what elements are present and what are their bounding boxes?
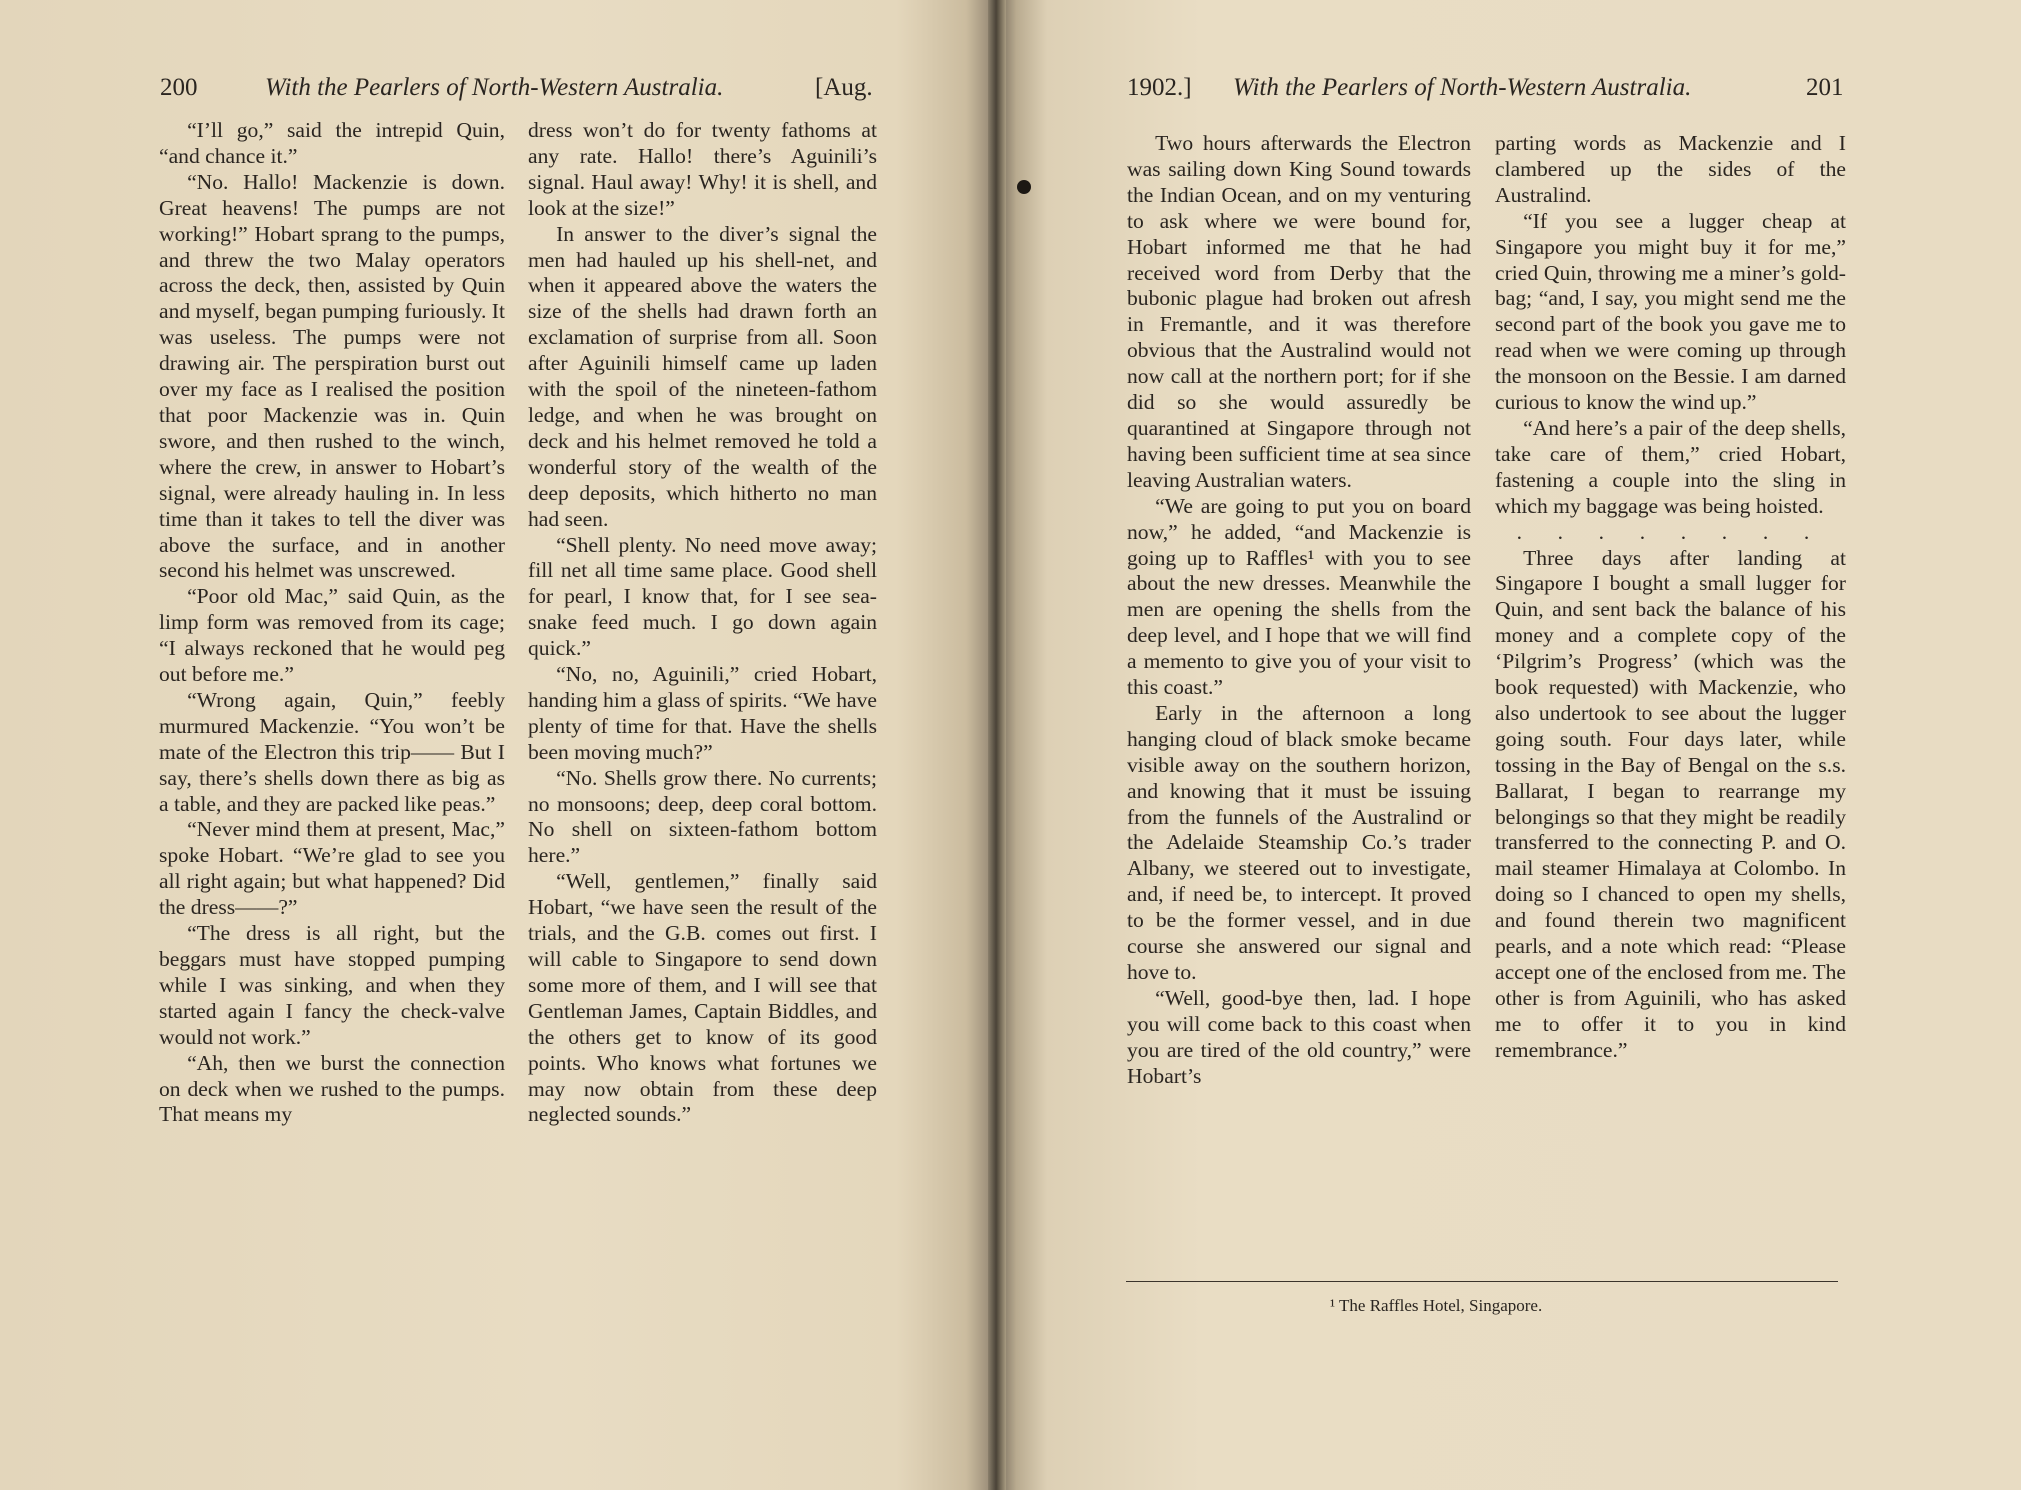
running-head: With the Pearlers of North-Western Australia. [1233,74,1692,101]
left-column-2 [528,118,877,1128]
paragraph: “We are going to put you on board now,” he added, “and Mackenzie is going up to Raffles¹ with you to see about the new dresses. Meanwhile the men are opening the shells from the deep level, and I hope that we will find a memento to give you of your visit to this coast.” [1127,493,1471,700]
paragraph: In answer to the diver’s signal the men had hauled up his shell-net, and when it appeared above the waters the size of the shells had drawn forth an exclamation of surprise from all. Soon after Aguinili himself came up laden with the spoil of the nineteen-fathom ledge, and when he was brought on deck and his helmet removed he told a wonderful story of the wealth of the deep deposits, which hitherto no man had seen. [528,221,877,531]
paragraph: “Well, gentlemen,” finally said Hobart, “we have seen the result of the trials, and the G.B. comes out first. I will cable to Singapore to send down some more of them, and I will see that Gentleman James, Captain Biddles, and the others get to know of its good points. Who knows what fortunes we may now obtain from these deep neglected sounds.” [528,869,877,1127]
paragraph: “Shell plenty. No need move away; fill net all time same place. Good shell for pearl, I know that, for I see sea-snake feed much. I go down again quick.” [528,532,877,661]
paragraph: “Well, good-bye then, lad. I hope you will come back to this coast when you are tired of the old country,” were Hobart’s [1127,985,1471,1088]
paragraph: “No. Shells grow there. No currents; no monsoons; deep, deep coral bottom. No shell on sixteen-fathom bottom here.” [528,765,877,868]
right-column-1 [1127,131,1471,1090]
paragraph: parting words as Mackenzie and I clambered up the sides of the Australind. [1495,131,1846,207]
date-mark: [Aug. [815,74,873,101]
paragraph: “And here’s a pair of the deep shells, take care of them,” cried Hobart, fastening a couple into the sling in which my baggage was being hoisted. [1495,415,1846,518]
left-column-1 [159,118,505,1128]
paragraph: “The dress is all right, but the beggars must have stopped pumping while I was sinking, and when they started again I fancy the check-valve would not work.” [159,921,505,1049]
paragraph: Two hours afterwards the Electron was sailing down King Sound towards the Indian Ocean, and on my venturing to ask where we were bound for, Hobart informed me that he had received word from Derby that the bubonic plague had broken out afresh in Fremantle, and it was therefore obvious that the Australind would not now call at the northern port; for if she did so she would assuredly be quarantined at Singapore through not having been sufficient time at sea since leaving Australian waters. [1127,131,1471,492]
footnote: ¹ The Raffles Hotel, Singapore. [1330,1296,1543,1315]
date-mark: 1902.] [1127,74,1192,101]
book-gutter [988,0,1006,1490]
paragraph: “Poor old Mac,” said Quin, as the limp form was removed from its cage; “I always reckoned that he would peg out before me.” [159,584,505,687]
paragraph: . . . . . . . . [1516,519,1825,544]
running-head: With the Pearlers of North-Western Australia. [265,74,724,101]
paragraph: “If you see a lugger cheap at Singapore you might buy it for me,” cried Quin, throwing me a miner’s gold-bag; “and, I say, you might send me the second part of the book you gave me to read when we were coming up through the monsoon on the Bessie. I am darned curious to know the wind up.” [1495,208,1846,415]
paragraph: “Ah, then we burst the connection on deck when we rushed to the pumps. That means my [159,1050,505,1127]
page-number: 201 [1806,74,1844,101]
paragraph: “No, no, Aguinili,” cried Hobart, handing him a glass of spirits. “We have plenty of time for that. Have the shells been moving much?” [528,662,877,764]
paragraph: Early in the afternoon a long hanging cloud of black smoke became visible away on the southern horizon, and knowing that it must be issuing from the funnels of the Australind or the Adelaide Steamship Co.’s trader Albany, we steered out to investigate, and, if need be, to intercept. It proved to be the former vessel, and in due course she answered our signal and hove to. [1127,700,1471,984]
paragraph: Three days after landing at Singapore I bought a small lugger for Quin, and sent back the balance of his money and a complete copy of the ‘Pilgrim’s Progress’ (which was the book requested) with Mackenzie, who also undertook to see about the lugger going south. Four days later, while tossing in the Bay of Bengal on the s.s. Ballarat, I began to rearrange my belongings so that they might be readily transferred to the connecting P. and O. mail steamer Himalaya at Colombo. In doing so I chanced to open my shells, and found therein two magnificent pearls, and a note which read: “Please accept one of the enclosed from me. The other is from Aguinili, who has asked me to offer it to you in kind remembrance.” [1495,545,1846,1062]
paragraph: “Wrong again, Quin,” feebly murmured Mackenzie. “You won’t be mate of the Electron this trip—— But I say, there’s shells down there as big as a table, and they are packed like peas.” [159,687,505,816]
paragraph: dress won’t do for twenty fathoms at any rate. Hallo! there’s Aguinili’s signal. Haul away! Why! it is shell, and look at the size!” [528,118,877,220]
paragraph: “I’ll go,” said the intrepid Quin, “and chance it.” [159,118,505,168]
paragraph: “No. Hallo! Mackenzie is down. Great heavens! The pumps are not working!” Hobart sprang to the pumps, and threw the two Malay operators across the deck, then, assisted by Quin and myself, began pumping furiously. It was useless. The pumps were not drawing air. The perspiration burst out over my face as I realised the position that poor Mackenzie was in. Quin swore, and then rushed to the winch, where the crew, in answer to Hobart’s signal, were already hauling in. In less time than it takes to tell the diver was above the surface, and in another second his helmet was unscrewed. [159,169,505,583]
right-column-2 [1495,131,1846,1064]
page-number: 200 [160,74,198,101]
ink-blot [1017,180,1031,194]
footnote-rule [1126,1281,1838,1282]
paragraph: “Never mind them at present, Mac,” spoke Hobart. “We’re glad to see you all right again; but what happened? Did the dress——?” [159,817,505,920]
left-page [0,0,996,1490]
